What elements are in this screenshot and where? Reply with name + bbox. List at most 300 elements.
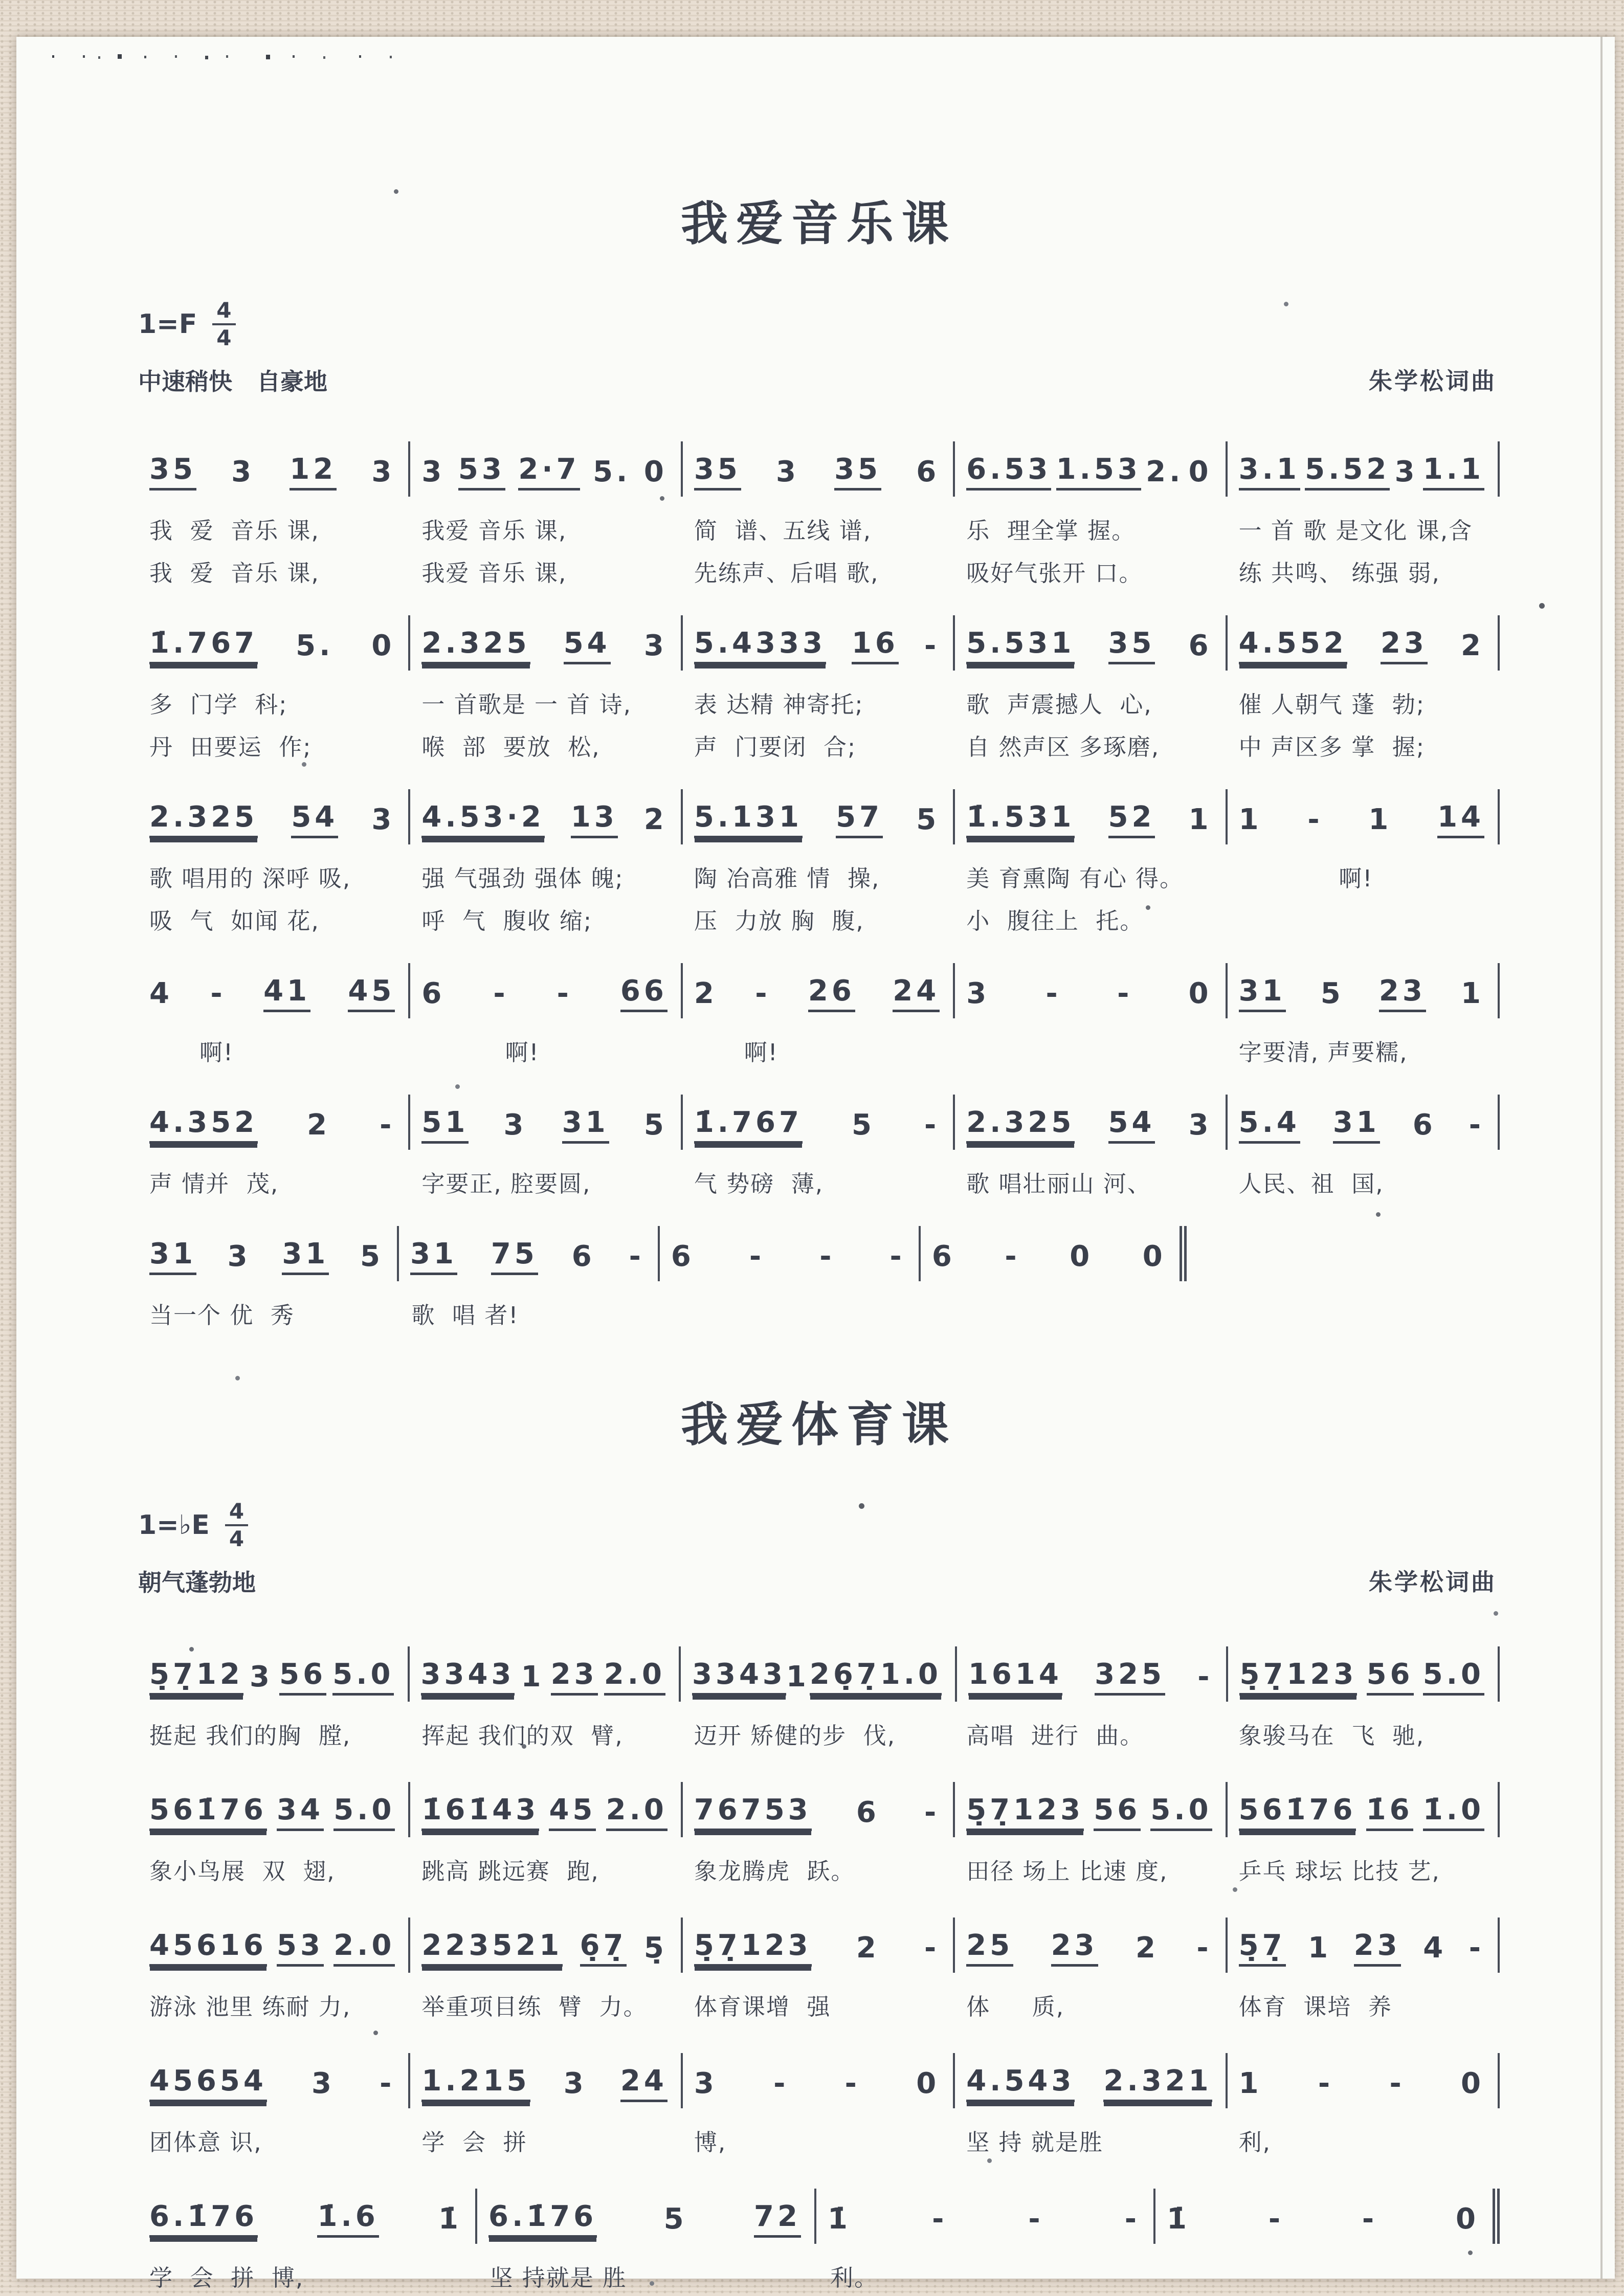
measure (955, 963, 1227, 1018)
lyric-cell: 跳高 跳远赛 跑, (421, 1858, 599, 1885)
measure (1228, 1095, 1500, 1150)
measure (955, 2053, 1227, 2108)
lyric-cell (1228, 902, 1500, 935)
lyric-cell: 乒乓 球坛 比技 艺, (1238, 1858, 1440, 1885)
note-token: 1 (521, 1660, 545, 1693)
note-token: 6 (421, 977, 446, 1010)
note-token: 13 (571, 803, 618, 838)
measure (410, 1095, 682, 1150)
notes-row (138, 1782, 1500, 1837)
note-token: 1̇ (828, 2202, 851, 2236)
note-token: 5.0 (333, 1796, 395, 1831)
lyric-cell: 呼 气 腹收 缩; (421, 907, 593, 934)
time-signature-denominator: 4 (229, 1526, 244, 1552)
lyric-row (138, 2259, 1500, 2292)
note-token: 4.53·2 (421, 803, 544, 838)
lyric-row (138, 686, 1500, 719)
note-token: 5.0 (1150, 1796, 1212, 1831)
measure (410, 1782, 682, 1837)
note-token: 6 (916, 455, 940, 488)
music-system (138, 1782, 1500, 1886)
note-token: 0 (1461, 2067, 1484, 2100)
note-token: 5 (360, 1240, 384, 1273)
note-token: - (819, 1240, 835, 1273)
note-token: 23 (1354, 1931, 1401, 1967)
note-token: 5.531 (966, 629, 1075, 664)
lyric-row (138, 728, 1500, 762)
key-and-time-signature (138, 299, 1500, 350)
note-token: 5. (296, 629, 334, 662)
measure (138, 1646, 410, 1702)
note-token: 5.52 (1305, 455, 1390, 491)
lyric-cell: 歌 声震撼人 心, (966, 691, 1152, 718)
note-token: - (380, 2067, 395, 2100)
lyric-cell: 小 腹往上 托。 (966, 907, 1144, 934)
note-token: 23 (551, 1660, 598, 1696)
measure (683, 1918, 955, 1973)
note-token: 561̇76 (149, 1796, 267, 1831)
lyric-cell: 强 气强劲 强体 魄; (421, 865, 624, 892)
note-token: 5 (643, 1108, 668, 1142)
note-token: 45 (348, 977, 395, 1012)
note-token: 1̇.6 (317, 2202, 379, 2238)
note-token: - (1124, 2202, 1140, 2236)
song-header (138, 1500, 1500, 1615)
notes-row (138, 2053, 1500, 2108)
measure (955, 1918, 1227, 1973)
lyric-cell: 坚 持就是 胜 (490, 2264, 627, 2291)
note-token: 4.543 (966, 2067, 1075, 2102)
note-token: 3 (371, 803, 395, 836)
lyric-cell: 简 谱、五线 谱, (694, 517, 872, 544)
note-token: 5̣7̣ (1239, 1931, 1286, 1967)
composer-credit: 朱学松词曲 (1369, 1568, 1497, 1596)
lyric-cell: 游泳 池里 练耐 力, (149, 1993, 351, 2020)
lyric-cell: 啊! (421, 1039, 540, 1066)
lyric-cell: 田径 场上 比速 度, (966, 1858, 1168, 1885)
note-token: 53 (277, 1931, 324, 1967)
measure (1228, 1646, 1500, 1702)
measure (399, 1226, 660, 1281)
lyric-cell: 学 会 拼 博, (149, 2264, 304, 2291)
note-token: 3 (694, 2067, 718, 2100)
note-token: 3 (643, 629, 668, 662)
measure (410, 1646, 681, 1702)
note-token: 23 (1051, 1931, 1098, 1967)
measure (683, 1782, 955, 1837)
lyric-cell: 人民、祖 国, (1238, 1170, 1384, 1197)
lyric-cell: 我 爱 音乐 课, (149, 517, 320, 544)
music-system (138, 963, 1500, 1067)
lyric-cell: 体育 课培 养 (1238, 1993, 1392, 2020)
note-token: 5.4333 (694, 629, 826, 664)
notes-row (138, 1095, 1500, 1150)
measure (683, 963, 955, 1018)
note-token: 2.0 (604, 1660, 665, 1696)
note-token: 1.215 (421, 2067, 530, 2102)
lyric-cell: 象龙腾虎 跃。 (694, 1858, 855, 1885)
note-token: - (773, 2067, 789, 2100)
note-token: 23 (1381, 629, 1428, 664)
measure (957, 1646, 1229, 1702)
notes-row (138, 789, 1500, 844)
note-token: 35 (149, 455, 196, 491)
key-and-time-signature (138, 1500, 1500, 1551)
measure (410, 615, 682, 671)
lyric-cell: 当一个 优 秀 (149, 1302, 295, 1329)
note-token: 3 (1188, 1108, 1212, 1142)
note-token: 5̣ (643, 1931, 668, 1965)
note-token: 2.325 (149, 803, 258, 838)
measure (681, 1646, 957, 1702)
lyric-cell: 体 质, (966, 1993, 1065, 2020)
music-system (138, 1646, 1500, 1750)
note-token: - (924, 629, 940, 662)
note-token: 6 (931, 1240, 955, 1273)
measure (138, 2053, 410, 2108)
note-token: 31 (149, 1240, 196, 1275)
note-token: 1 (1238, 803, 1262, 836)
lyric-cell: 喉 部 要放 松, (421, 733, 600, 761)
note-token: 31 (282, 1240, 329, 1275)
note-token: 3 (371, 455, 395, 488)
note-token: 0 (1188, 977, 1212, 1010)
note-token: 5 (663, 2202, 687, 2236)
note-token: 45654 (149, 2067, 267, 2102)
measure (683, 789, 955, 844)
measure (410, 1918, 682, 1973)
song-title: 我爱音乐课 (680, 196, 957, 251)
note-token: 6 (1412, 1108, 1436, 1142)
note-token: - (557, 977, 572, 1010)
lyric-cell: 象小鸟展 双 翅, (149, 1858, 336, 1885)
measure (138, 1095, 410, 1150)
measure (1228, 1782, 1500, 1837)
note-token: 2 (1135, 1931, 1159, 1965)
note-token: 5.4 (1239, 1108, 1300, 1144)
note-token: 0 (916, 2067, 940, 2100)
song-title: 我爱体育课 (680, 1397, 957, 1452)
note-token: 53 (458, 455, 505, 491)
music-system (138, 615, 1500, 762)
note-token: 5 (916, 803, 940, 836)
measure (410, 2053, 682, 2108)
note-token: 0 (1188, 455, 1212, 488)
lyric-cell: 挺起 我们的胸 膛, (149, 1722, 351, 1749)
lyric-cell: 吸好气张开 口。 (966, 560, 1143, 587)
measure (683, 2053, 955, 2108)
key-signature: 1=♭E (138, 1510, 210, 1541)
note-token: 3 (421, 455, 446, 488)
note-token: 2 (694, 977, 718, 1010)
note-token: 1̇.0 (1423, 1796, 1484, 1831)
note-token: 1̇.767 (149, 629, 258, 664)
note-token: 5̣7̣123 (694, 1931, 812, 1967)
note-token: 76753 (694, 1796, 812, 1831)
note-token: 6 (571, 1240, 595, 1273)
note-token: 1 (1461, 977, 1484, 1010)
note-token: 0 (1142, 1240, 1166, 1273)
note-token: 1̇.767 (694, 1108, 803, 1144)
lyric-cell: 一 首 歌 是文化 课,含 (1238, 517, 1473, 544)
measure (1228, 789, 1500, 844)
note-token: 54 (1108, 1108, 1155, 1144)
note-token: 3343 (421, 1660, 515, 1696)
lyric-cell: 迈开 矫健的步 伐, (694, 1722, 896, 1749)
lyric-row (138, 554, 1500, 588)
note-token: 6.1̇76 (149, 2202, 258, 2238)
music-system (138, 441, 1500, 588)
measure (138, 789, 410, 844)
note-token: 4.352 (149, 1108, 258, 1144)
lyric-cell: 陶 冶高雅 情 操, (694, 865, 880, 892)
note-token: 56 (279, 1660, 326, 1696)
note-token: 2. (1146, 455, 1184, 488)
note-token: 31 (410, 1240, 457, 1275)
note-token: 31 (1333, 1108, 1380, 1144)
key-signature: 1=F (138, 309, 197, 340)
note-token: 2 (856, 1931, 880, 1965)
song-header (138, 299, 1500, 414)
lyric-row (138, 902, 1500, 935)
notes-row (138, 441, 1500, 497)
note-token: 41 (263, 977, 310, 1012)
note-token: - (1196, 1931, 1212, 1965)
sheet-content (16, 37, 1615, 2292)
note-token: 24 (620, 2067, 668, 2102)
notes-row (138, 615, 1500, 671)
measure (660, 1226, 921, 1281)
note-token: 5 (851, 1108, 875, 1142)
note-token: 12 (290, 455, 337, 491)
note-token: 3 (227, 1240, 251, 1273)
note-token: - (629, 1240, 644, 1273)
note-token: 54 (291, 803, 338, 838)
note-token: - (1469, 1108, 1485, 1142)
note-token: 35 (694, 455, 741, 491)
lyric-row (138, 1297, 1187, 1330)
note-token: 66 (620, 977, 668, 1012)
note-token: 3 (503, 1108, 527, 1142)
note-token: 0 (371, 629, 395, 662)
music-system (138, 789, 1500, 935)
measure (683, 615, 955, 671)
note-token: - (1117, 977, 1133, 1010)
note-token: 6̣7̣ (580, 1931, 627, 1967)
lyric-cell: 团体意 识, (149, 2129, 262, 2156)
note-token: 16 (852, 629, 899, 664)
note-token: 52 (1108, 803, 1155, 838)
note-token: - (1197, 1660, 1213, 1693)
note-token: 3 (966, 977, 990, 1010)
note-token: 3 (312, 2067, 335, 2100)
lyric-cell: 吸 气 如闻 花, (149, 907, 320, 934)
tempo-marking: 朝气蓬勃地 (138, 1569, 256, 1597)
note-token: 1.53 (1056, 455, 1141, 491)
lyric-cell: 高唱 进行 曲。 (966, 1722, 1144, 1749)
time-signature (225, 1500, 248, 1551)
lyric-row (138, 1034, 1500, 1067)
measure (955, 441, 1227, 497)
lyric-cell: 体育课增 强 (694, 1993, 831, 2020)
lyric-cell: 先练声、后唱 歌, (694, 560, 879, 587)
lyric-row (138, 512, 1500, 545)
measure (1228, 2053, 1500, 2108)
note-token: 1 (1238, 2067, 1262, 2100)
note-token: 6 (1188, 629, 1212, 662)
note-token: 1̇.531 (966, 803, 1075, 838)
note-token: 35 (1108, 629, 1155, 664)
measure (955, 1782, 1227, 1837)
note-token: 6 (671, 1240, 695, 1273)
lyric-cell: 歌 唱 者! (411, 1302, 519, 1329)
notes-row (138, 1918, 1500, 1973)
note-token: 2.0 (333, 1931, 395, 1967)
notes-row (138, 1646, 1500, 1702)
measure (138, 1226, 399, 1281)
lyric-row (138, 860, 1500, 893)
note-token: - (380, 1108, 395, 1142)
note-token: 1 (1188, 803, 1212, 836)
note-token: 24 (893, 977, 940, 1012)
lyric-cell: 我爱 音乐 课, (421, 517, 567, 544)
note-token: 5 (1320, 977, 1344, 1010)
time-signature (212, 299, 235, 350)
lyric-cell: 字要清, 声要糯, (1238, 1039, 1408, 1066)
note-token: 1 (1368, 803, 1392, 836)
note-token: 31 (562, 1108, 609, 1144)
note-token: 5̣7̣123 (966, 1796, 1084, 1831)
lyric-row (138, 1165, 1500, 1198)
lyric-cell: 我 爱 音乐 课, (149, 560, 320, 587)
measure (683, 441, 955, 497)
note-token: 3 (250, 1660, 273, 1693)
note-token: 5.0 (1423, 1660, 1484, 1696)
lyric-cell: 中 声区多 掌 握; (1238, 733, 1426, 761)
lyric-cell: 练 共鸣、 练强 弱, (1238, 560, 1440, 587)
tempo-marking: 中速稍快 自豪地 (138, 368, 328, 396)
note-token: 1̇6 (1366, 1796, 1413, 1831)
note-token: 26̣7̣1.0 (810, 1660, 942, 1696)
note-token: - (210, 977, 226, 1010)
time-signature-numerator: 4 (212, 299, 235, 325)
note-token: - (932, 2202, 948, 2236)
lyric-cell: 美 育熏陶 有心 得。 (966, 865, 1184, 892)
measure (410, 441, 682, 497)
song-section-2 (138, 1387, 1500, 2292)
lyric-cell (955, 1034, 1227, 1067)
note-token: 3.1 (1239, 455, 1300, 491)
note-token: 14 (1437, 803, 1484, 838)
note-token: - (924, 1796, 940, 1829)
note-token: 223521 (421, 1931, 563, 1967)
measure (816, 2189, 1155, 2244)
measure (955, 1095, 1227, 1150)
note-token: 72 (754, 2202, 801, 2238)
lyric-cell: 声 门要闭 合; (694, 733, 857, 761)
lyric-cell: 坚 持 就是胜 (966, 2129, 1103, 2156)
lyric-cell: 表 达精 神寄托; (694, 691, 864, 718)
note-token: 1 (1308, 1931, 1332, 1965)
note-token: - (924, 1931, 940, 1965)
lyric-cell: 啊! (149, 1039, 234, 1066)
lyric-cell: 乐 理全掌 握。 (966, 517, 1136, 544)
note-token: 1.1 (1423, 455, 1484, 491)
note-token: 34 (277, 1796, 324, 1831)
note-token: 2·7 (518, 455, 580, 491)
lyric-cell: 气 势磅 薄, (694, 1170, 824, 1197)
lyric-cell: 歌 唱壮丽山 河、 (966, 1170, 1151, 1197)
lyric-row (138, 2124, 1500, 2157)
note-token: 6.1̇76 (488, 2202, 597, 2238)
time-signature-numerator: 4 (225, 1500, 248, 1526)
measure (1228, 1918, 1500, 1973)
measure (138, 1782, 410, 1837)
measure (138, 1918, 410, 1973)
measure (138, 2189, 477, 2244)
notes-row (138, 2189, 1500, 2244)
lyric-cell: 歌 唱用的 深呼 吸, (149, 865, 351, 892)
note-token: 4 (1423, 1931, 1447, 1965)
note-token: 45 (549, 1796, 596, 1831)
note-token: 56 (1367, 1660, 1414, 1696)
note-token: 31 (1239, 977, 1286, 1012)
note-token: 45616 (149, 1931, 267, 1967)
measure (410, 789, 682, 844)
note-token: 2 (307, 1108, 331, 1142)
note-token: 5.0 (332, 1660, 394, 1696)
note-token: 6 (856, 1796, 880, 1829)
note-token: - (1268, 2202, 1284, 2236)
composer-credit: 朱学松词曲 (1369, 367, 1497, 395)
note-token: 1̇61̇43 (421, 1796, 539, 1831)
lyric-cell (924, 1297, 1186, 1330)
note-token: 2.325 (421, 629, 530, 664)
measure (955, 789, 1227, 844)
note-token: 3 (231, 455, 255, 488)
measure (1228, 441, 1500, 497)
measure (477, 2189, 816, 2244)
note-token: - (889, 1240, 905, 1273)
measure (683, 1095, 955, 1150)
note-token: 2.0 (606, 1796, 668, 1831)
lyric-cell: 我爱 音乐 课, (421, 560, 567, 587)
note-token: 2 (1461, 629, 1485, 662)
note-token: 0 (1456, 2202, 1479, 2236)
note-token: 23 (1379, 977, 1426, 1012)
note-token: - (1389, 2067, 1405, 2100)
note-token: 3 (1394, 455, 1418, 488)
notes-row (138, 963, 1500, 1018)
note-token: 3343 (692, 1660, 786, 1696)
lyric-cell: 字要正, 腔要圆, (421, 1170, 591, 1197)
note-token: 35 (834, 455, 881, 491)
note-token: - (924, 1108, 940, 1142)
measure (921, 1226, 1187, 1281)
note-token: 0 (1070, 1240, 1094, 1273)
measure (138, 963, 410, 1018)
note-token: 56 (1094, 1796, 1141, 1831)
measure (1155, 2189, 1500, 2244)
note-token: - (493, 977, 509, 1010)
lyric-cell: 象骏马在 飞 驰, (1238, 1722, 1425, 1749)
note-token: 5̣7̣123 (1239, 1660, 1357, 1696)
measure (138, 441, 410, 497)
note-token: 1̇ (1167, 2202, 1190, 2236)
note-token: - (1362, 2202, 1378, 2236)
note-token: 5. (593, 455, 631, 488)
lyric-cell: 压 力放 胸 腹, (694, 907, 864, 934)
